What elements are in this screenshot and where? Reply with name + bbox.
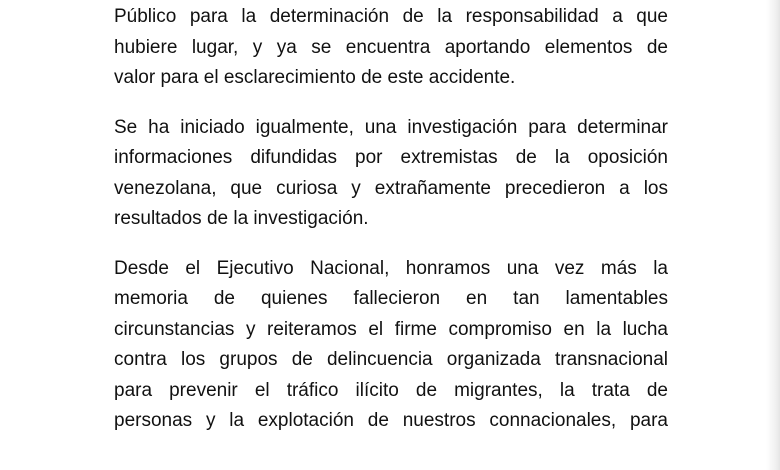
page-edge-shadow bbox=[766, 0, 780, 470]
paragraph-1 bbox=[114, 0, 668, 94]
text-line: valor para el esclarecimiento de este accidente. bbox=[114, 67, 516, 88]
text-line: memoria de quienes fallecieron en tan lamentables bbox=[114, 288, 668, 309]
paragraph-3 bbox=[114, 254, 668, 437]
text-line: Se ha iniciado igualmente, una investigación para determinar bbox=[114, 116, 668, 138]
paragraph-2 bbox=[114, 113, 668, 235]
text-line: informaciones difundidas por extremistas de la oposición bbox=[114, 147, 668, 168]
text-line: Público para la determinación de la responsabilidad a que bbox=[114, 6, 668, 27]
text-line: contra los grupos de delincuencia organizada transnacional bbox=[114, 349, 668, 370]
text-line: hubiere lugar, y ya se encuentra aportando elementos de bbox=[114, 36, 668, 58]
text-line: personas y la explotación de nuestros connacionales, para bbox=[114, 410, 668, 431]
text-line: venezolana, que curiosa y extrañamente precedieron a los bbox=[114, 177, 668, 199]
text-line: resultados de la investigación. bbox=[114, 208, 369, 229]
text-line: para prevenir el tráfico ilícito de migrantes, la trata de bbox=[114, 379, 668, 401]
text-line: Desde el Ejecutivo Nacional, honramos una vez más la bbox=[114, 257, 668, 279]
text-line: circunstancias y reiteramos el firme compromiso en la lucha bbox=[114, 318, 668, 340]
document-body bbox=[114, 0, 668, 456]
